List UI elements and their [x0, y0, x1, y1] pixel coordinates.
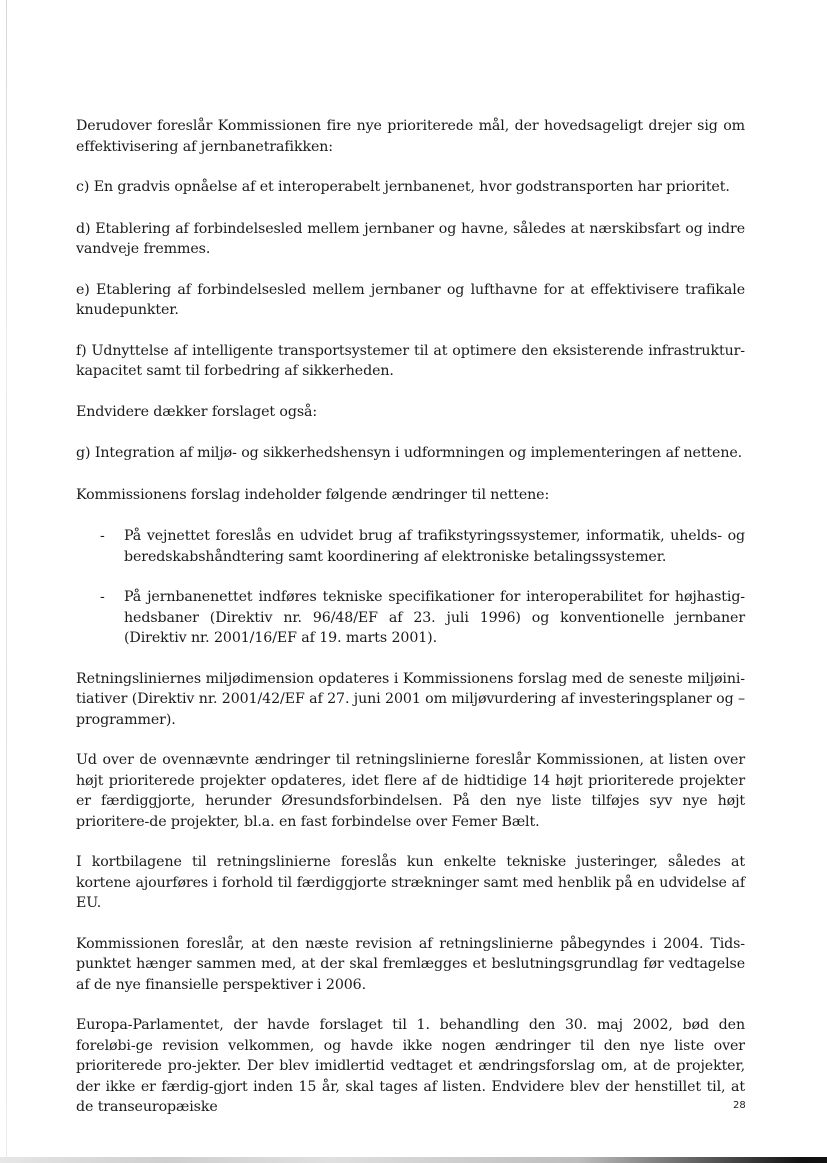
- list-item: [76, 526, 745, 567]
- goal-f-paragraph: f) Udnyttelse af intelligente transportsystemer til at optimere den eksisterende infrastruktur-kapacitet samt til forbedring af sikkerheden.: [76, 342, 745, 379]
- goal-d-paragraph: d) Etablering af forbindelsesled mellem jernbaner og havne, således at nærskibsfart og indre vandveje fremmes.: [76, 220, 745, 257]
- environment-paragraph: Retningsliniernes miljødimension opdateres i Kommissionens forslag med de seneste miljøini-tiativer (Direktiv nr. 2001/42/EF af 27. juni 2001 om miljøvurdering af investeringsplaner og – programmer).: [76, 670, 745, 728]
- scan-bottom-edge: [0, 1157, 827, 1163]
- list-item: [76, 587, 745, 649]
- parliament-paragraph: Europa-Parlamentet, der havde forslaget til 1. behandling den 30. maj 2002, bød den foreløbi-ge revision velkommen, og havde ikke nogen ændringer til den nye liste over prioriterede pro-jekter. Der blev imidlertid vedtaget et ændringsforslag om, at de projekter, der ikke er færdig-gjort inden 15 år, skal tages af listen. Endvidere blev der henstillet til, at de transeuropæiske: [76, 1017, 745, 1115]
- projects-paragraph: Ud over de ovennævnte ændringer til retningslinierne foreslår Kommissionen, at listen over højt prioriterede projekter opdateres, idet flere af de hidtidige 14 højt prioriterede projekter er færdiggjorte, herunder Øresundsforbindelsen. På den nye liste tilføjes syv nye højt prioritere-de projekter, bl.a. en fast forbindelse over Femer Bælt.: [76, 752, 745, 830]
- maps-paragraph: I kortbilagene til retningslinierne foreslås kun enkelte tekniske justeringer, således at kortene ajourføres i forhold til færdiggjorte strækninger samt med henblik på en udvidelse af EU.: [76, 854, 745, 911]
- list-item-text: På vejnettet foreslås en udvidet brug af trafikstyringssystemer, informatik, uhelds- og beredskabshåndtering samt koordinering af elektroniske betalingssystemer.: [124, 528, 745, 565]
- revision-paragraph: Kommissionen foreslår, at den næste revision af retningslinierne påbegyndes i 2004. Tids-punktet hænger sammen med, at der skal fremlægges et beslutningsgrundlag før vedtagelse af de nye finansielle perspektiver i 2006.: [76, 935, 745, 993]
- goal-c-paragraph: c) En gradvis opnåelse af et interoperabelt jernbanenet, hvor godstransporten har prioritet.: [76, 179, 730, 195]
- page-number: 28: [733, 1100, 746, 1111]
- list-marker: -: [100, 589, 105, 605]
- changes-intro-paragraph: Kommissionens forslag indeholder følgende ændringer til nettene:: [76, 486, 550, 503]
- list-marker: -: [100, 528, 105, 544]
- list-item-text: På jernbanenettet indføres tekniske specifikationer for interoperabilitet for højhastig-hedsbaner (Direktiv nr. 96/48/EF af 23. juli 1996) og konventionelle jernbaner (Direktiv nr. 2001/16/EF af 19. marts 2001).: [124, 589, 745, 646]
- goal-g-paragraph: g) Integration af miljø- og sikkerhedshensyn i udformningen og implementeringen af nettene.: [76, 445, 743, 461]
- scan-edge: [6, 0, 7, 1163]
- further-paragraph: Endvidere dækker forslaget også:: [76, 403, 318, 420]
- goal-e-paragraph: e) Etablering af forbindelsesled mellem jernbaner og lufthavne for at effektivisere trafikale knudepunkter.: [76, 281, 745, 318]
- intro-paragraph: Derudover foreslår Kommissionen fire nye prioriterede mål, der hovedsageligt drejer sig om effektivisering af jernbanetrafikken:: [76, 118, 745, 155]
- changes-list: [76, 526, 745, 649]
- page-body: [76, 116, 745, 1138]
